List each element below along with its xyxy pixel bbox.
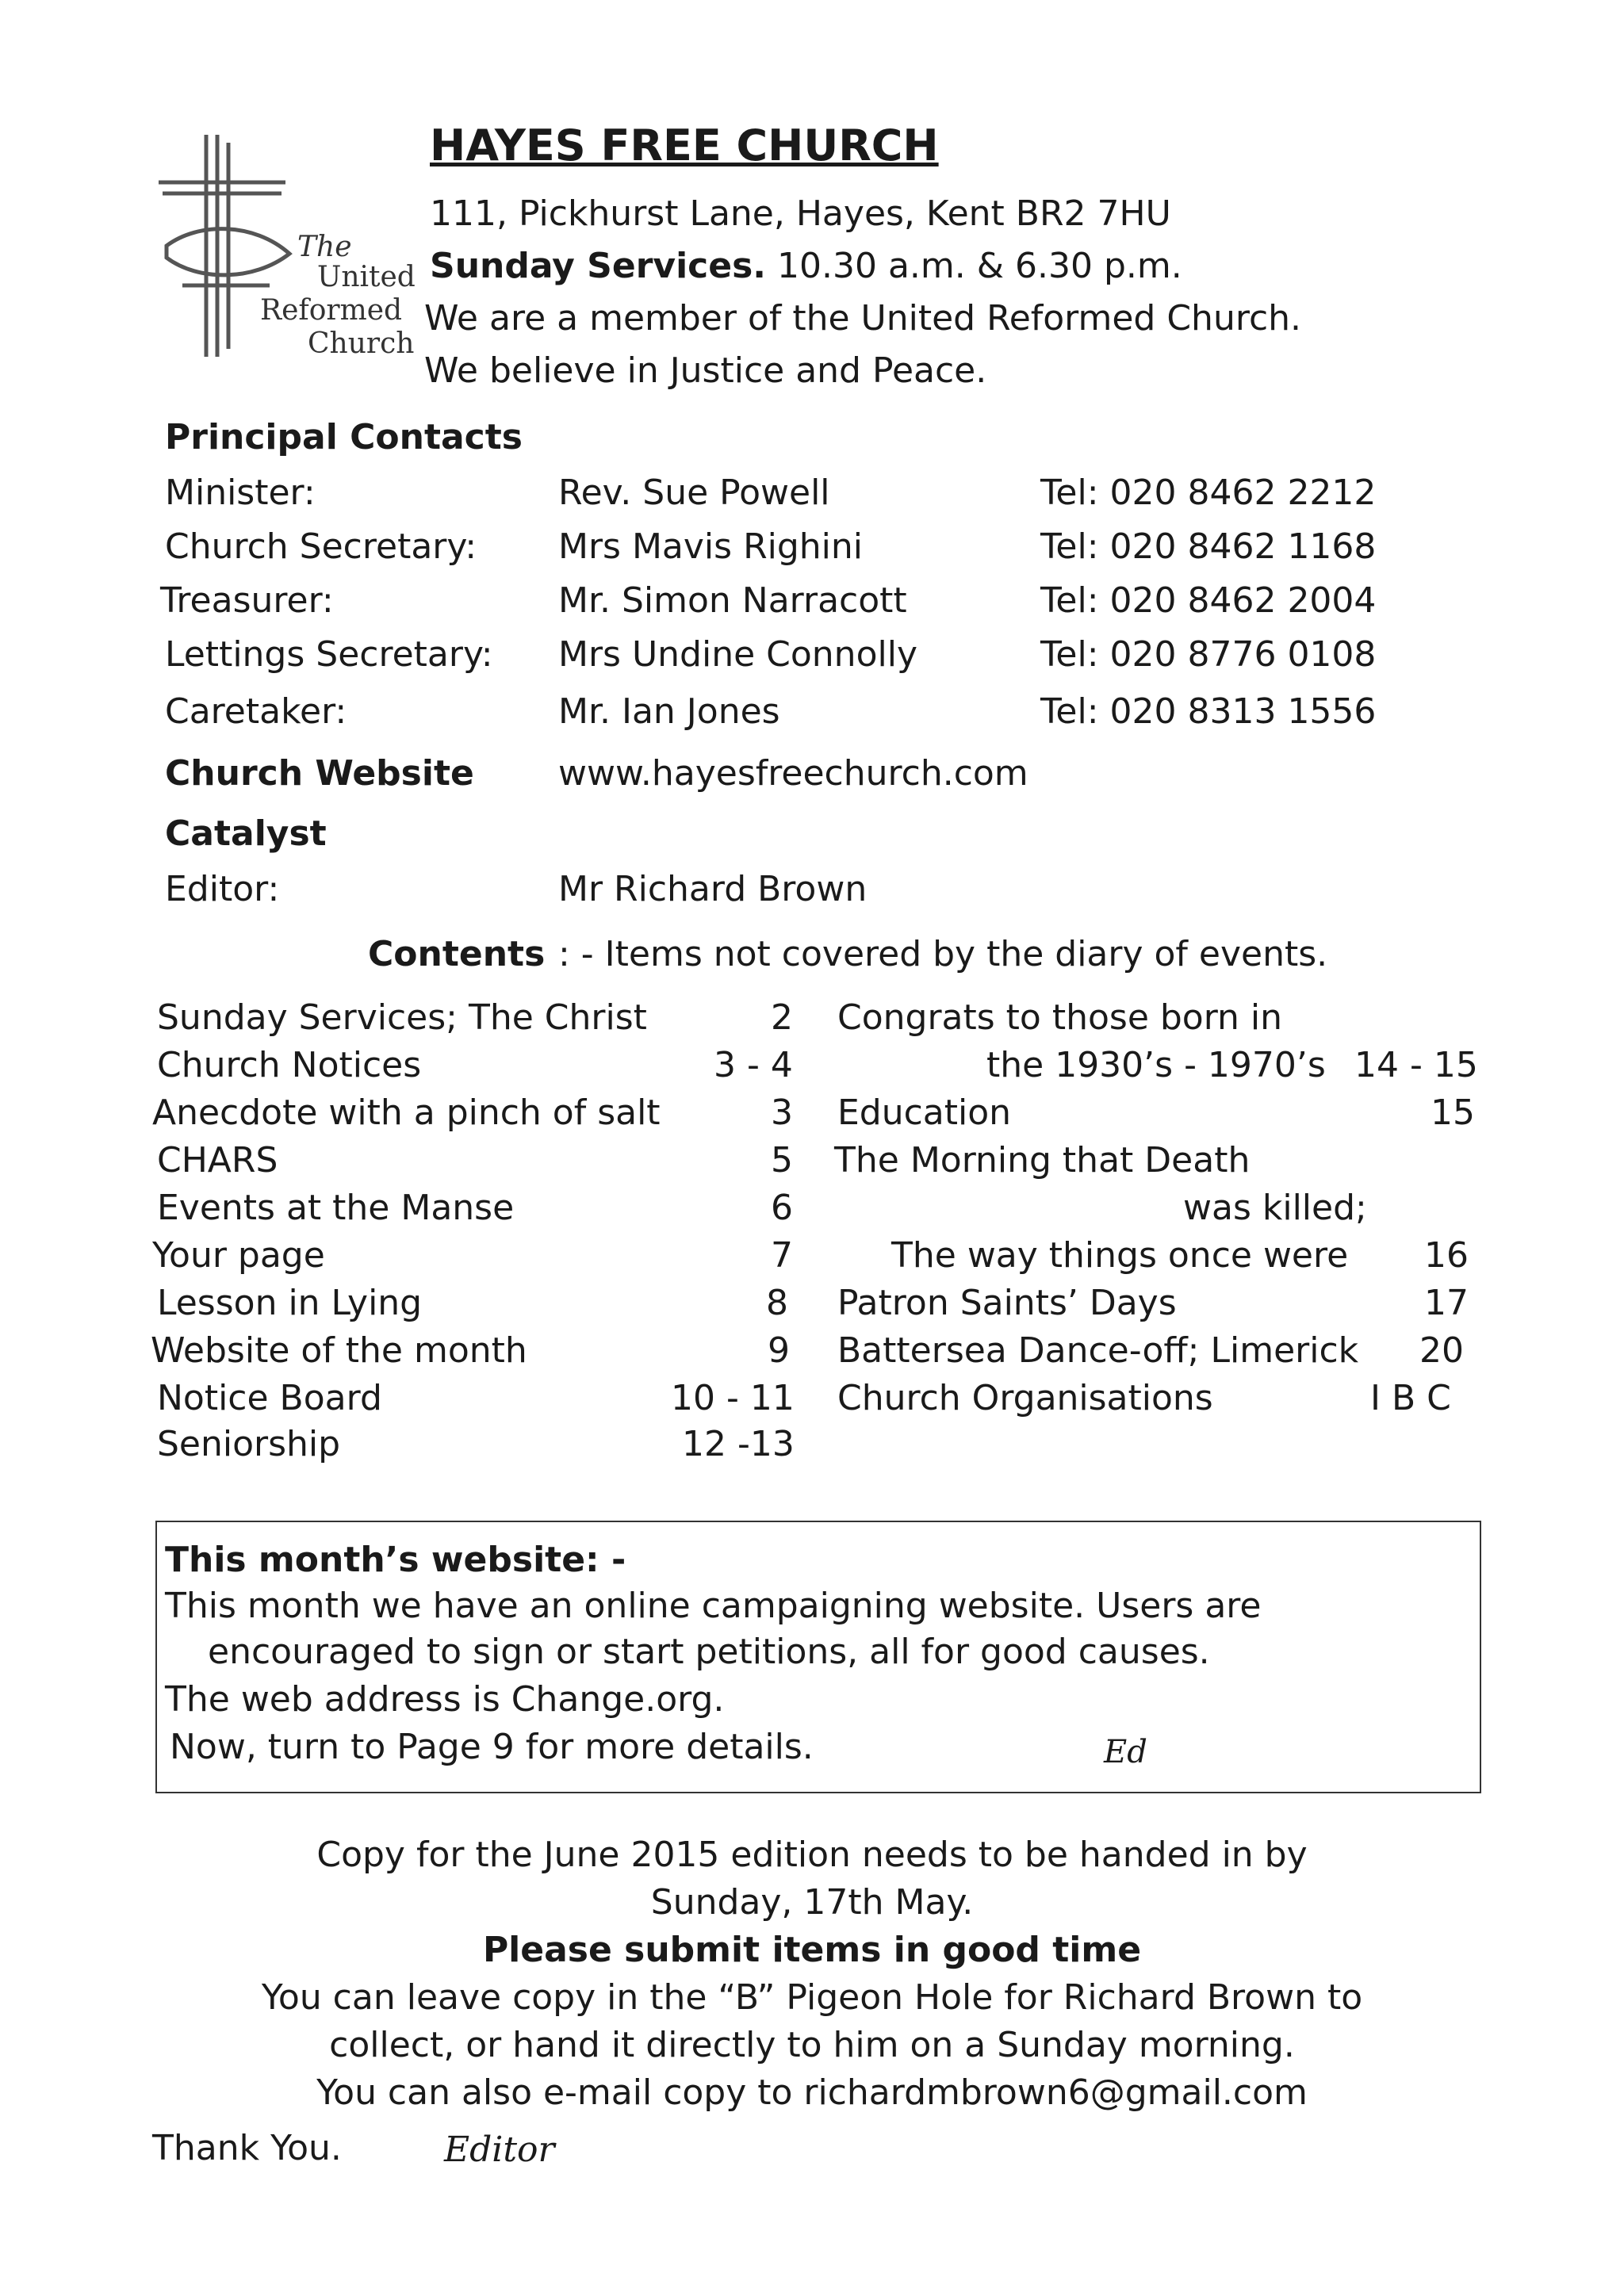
contents-item: Church Organisations	[837, 1378, 1213, 1418]
contents-item: Battersea Dance-off; Limerick	[837, 1330, 1359, 1371]
footer-line: Copy for the June 2015 edition needs to be handed in by	[316, 1835, 1308, 1875]
contact-name: Mr. Simon Narracott	[558, 580, 907, 621]
contents-item: Church Notices	[157, 1045, 422, 1085]
contact-role: Lettings Secretary:	[165, 634, 493, 675]
contact-name: Rev. Sue Powell	[558, 473, 830, 513]
website-box-heading: This month’s website: -	[165, 1540, 626, 1580]
logo-text-united: United	[317, 261, 416, 293]
cross-icon	[151, 127, 293, 365]
contact-tel: Tel: 020 8462 1168	[1040, 526, 1377, 567]
editor-name: Mr Richard Brown	[558, 869, 868, 909]
contents-item: the 1930’s - 1970’s	[986, 1045, 1326, 1085]
contents-item: Seniorship	[157, 1424, 341, 1464]
contents-page: 17	[1424, 1283, 1469, 1323]
contents-item: Congrats to those born in	[837, 997, 1283, 1038]
editor-signature: Ed	[1104, 1734, 1147, 1770]
footer-email-line: You can also e-mail copy to richardmbrown6@gmail.com	[316, 2072, 1308, 2113]
contents-page: I B C	[1370, 1378, 1451, 1418]
contents-item: Patron Saints’ Days	[837, 1283, 1177, 1323]
contents-page: 3	[771, 1093, 793, 1133]
contact-tel: Tel: 020 8313 1556	[1040, 691, 1377, 732]
services-line	[430, 246, 1182, 288]
logo-text-church: Church	[308, 327, 415, 360]
contact-name: Mrs Mavis Righini	[558, 526, 864, 567]
contents-heading: Contents	[368, 934, 546, 974]
logo-text-the: The	[297, 231, 352, 263]
belief-line: We believe in Justice and Peace.	[424, 350, 987, 391]
website-url: www.hayesfreechurch.com	[558, 753, 1028, 794]
contact-name: Mrs Undine Connolly	[558, 634, 917, 675]
page-title: HAYES FREE CHURCH	[430, 121, 939, 170]
contact-role: Treasurer:	[160, 580, 334, 621]
contents-item: Sunday Services; The Christ	[157, 997, 647, 1038]
footer-line: collect, or hand it directly to him on a Sunday morning.	[329, 2025, 1295, 2065]
contents-item: The way things once were	[891, 1235, 1349, 1276]
website-box-line: Now, turn to Page 9 for more details.	[170, 1727, 814, 1767]
website-box-line: The web address is Change.org.	[165, 1679, 725, 1720]
contents-page: 9	[768, 1330, 790, 1371]
contents-page: 3 - 4	[714, 1045, 793, 1085]
footer-line: Sunday, 17th May.	[650, 1882, 974, 1923]
website-label: Church Website	[165, 753, 474, 794]
logo-text-reformed: Reformed	[260, 294, 403, 327]
contents-item: Lesson in Lying	[157, 1283, 423, 1323]
contents-page: 6	[771, 1188, 793, 1228]
contact-tel: Tel: 020 8462 2212	[1040, 473, 1377, 513]
contents-item: The Morning that Death	[834, 1140, 1251, 1181]
contents-page: 7	[771, 1235, 793, 1276]
contents-page: 15	[1431, 1093, 1475, 1133]
contents-page: 8	[766, 1283, 788, 1323]
thank-you: Thank You.	[152, 2128, 342, 2168]
contents-item: Notice Board	[157, 1378, 382, 1418]
contents-item: was killed;	[1183, 1188, 1367, 1228]
editor-label: Editor:	[165, 869, 280, 909]
member-line: We are a member of the United Reformed Church.	[424, 298, 1302, 339]
contents-page: 12 -13	[682, 1424, 795, 1464]
contents-subtitle: : - Items not covered by the diary of events.	[558, 934, 1328, 974]
contents-page: 2	[771, 997, 793, 1038]
website-box-line: encouraged to sign or start petitions, all for good causes.	[208, 1632, 1210, 1672]
editor-signature-footer: Editor	[444, 2130, 555, 2170]
contact-role: Church Secretary:	[165, 526, 477, 567]
contact-role: Caretaker:	[165, 691, 347, 732]
contents-page: 20	[1419, 1330, 1464, 1371]
contents-page: 16	[1424, 1235, 1469, 1276]
footer-emphasis: Please submit items in good time	[482, 1930, 1142, 1970]
contents-page: 5	[771, 1140, 793, 1181]
services-label: Sunday Services.	[430, 246, 766, 286]
contents-page: 10 - 11	[671, 1378, 795, 1418]
contents-page: 14 - 15	[1354, 1045, 1478, 1085]
catalyst-heading: Catalyst	[165, 813, 327, 854]
contacts-heading: Principal Contacts	[165, 417, 523, 457]
contact-tel: Tel: 020 8776 0108	[1040, 634, 1377, 675]
contents-item: Your page	[152, 1235, 325, 1276]
contact-name: Mr. Ian Jones	[558, 691, 780, 732]
contact-role: Minister:	[165, 473, 316, 513]
services-times: 10.30 a.m. & 6.30 p.m.	[777, 246, 1182, 286]
contents-item: Anecdote with a pinch of salt	[152, 1093, 661, 1133]
website-box-line: This month we have an online campaigning website. Users are	[165, 1586, 1262, 1626]
contents-item: Education	[837, 1093, 1012, 1133]
contents-item: CHARS	[157, 1140, 278, 1181]
footer-line: You can leave copy in the “B” Pigeon Hole for Richard Brown to	[261, 1977, 1363, 2018]
contact-tel: Tel: 020 8462 2004	[1040, 580, 1377, 621]
address: 111, Pickhurst Lane, Hayes, Kent BR2 7HU	[430, 193, 1171, 234]
contents-item: Events at the Manse	[157, 1188, 515, 1228]
contents-item: Website of the month	[151, 1330, 527, 1371]
